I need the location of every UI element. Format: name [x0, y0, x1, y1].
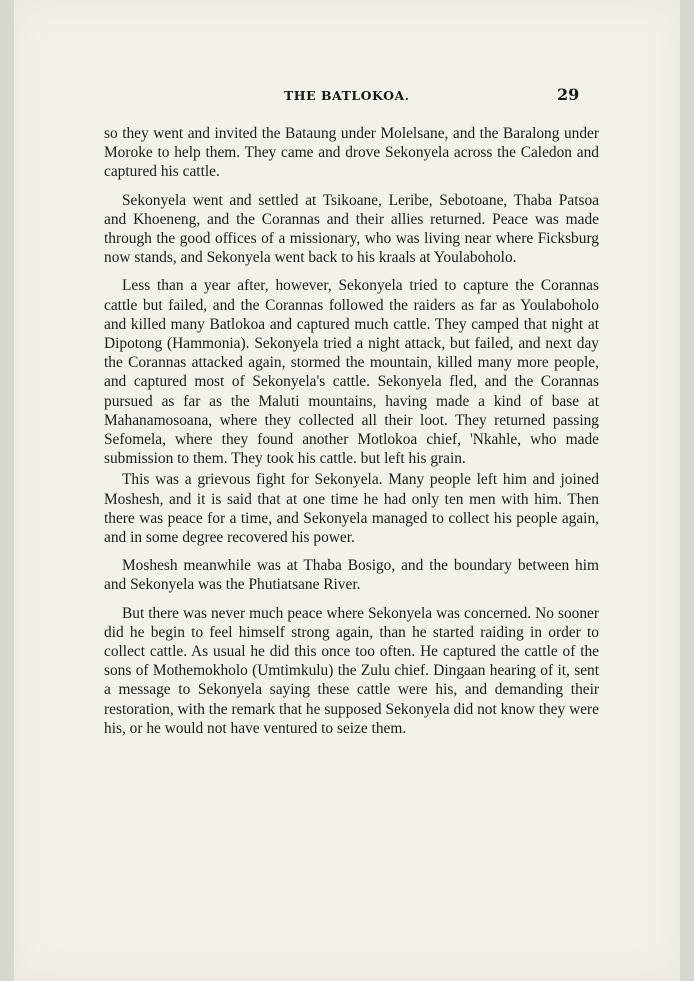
- book-page: [14, 0, 680, 981]
- paragraph-3: Less than a year after, however, Sekonyela tried to capture the Corannas cattle but failed, and the Corannas followed the raiders as far as Youlaboholo and killed many Batlokoa and captured much cattle. They camped that night at Dipotong (Hammonia). Sekonyela tried a night attack, but failed, and next day the Corannas attacked again, stormed the mountain, killed many more people, and captured most of Sekonyela's cattle. Sekonyela fled, and the Corannas pursued as far as the Maluti mountains, having made a kind of base at Mahanamosoana, where they collected all their loot. They returned passing Sefomela, where they found another Motlokoa chief, 'Nkahle, who made submission to them. They took his cattle. but left his grain.: [104, 277, 599, 468]
- paragraph-2: Sekonyela went and settled at Tsikoane, Leribe, Sebotoane, Thaba Patsoa and Khoeneng, and the Corannas and their allies returned. Peace was made through the good offices of a missionary, who was living near where Ficksburg now stands, and Sekonyela went back to his kraals at Youlaboholo.: [104, 191, 599, 267]
- paragraph-4: This was a grievous fight for Sekonyela. Many people left him and joined Moshesh, and it is said that at one time he had only ten men with him. Then there was peace for a time, and Sekonyela managed to collect his people again, and in some degree recovered his power.: [104, 471, 599, 547]
- page-header: [14, 85, 680, 112]
- running-head: THE BATLOKOA.: [284, 88, 410, 103]
- paragraph-6: But there was never much peace where Sekonyela was concerned. No sooner did he begin to feel himself strong again, than he started raiding in order to collect cattle. As usual he did this once too often. He captured the cattle of the sons of Mothemokholo (Umtimkulu) the Zulu chief. Dingaan hearing of it, sent a message to Sekonyela saying these cattle were his, and demanding their restoration, with the remark that he supposed Sekonyela did not know they were his, or he would not have ventured to seize them.: [104, 604, 599, 737]
- paragraph-5: Moshesh meanwhile was at Thaba Bosigo, and the boundary between him and Sekonyela was the Phutiatsane River.: [104, 557, 599, 594]
- paragraph-1: so they went and invited the Bataung under Molelsane, and the Baralong under Moroke to help them. They came and drove Sekonyela across the Caledon and captured his cattle.: [104, 125, 599, 181]
- body-text: [104, 124, 599, 738]
- page-number: 29: [557, 85, 580, 104]
